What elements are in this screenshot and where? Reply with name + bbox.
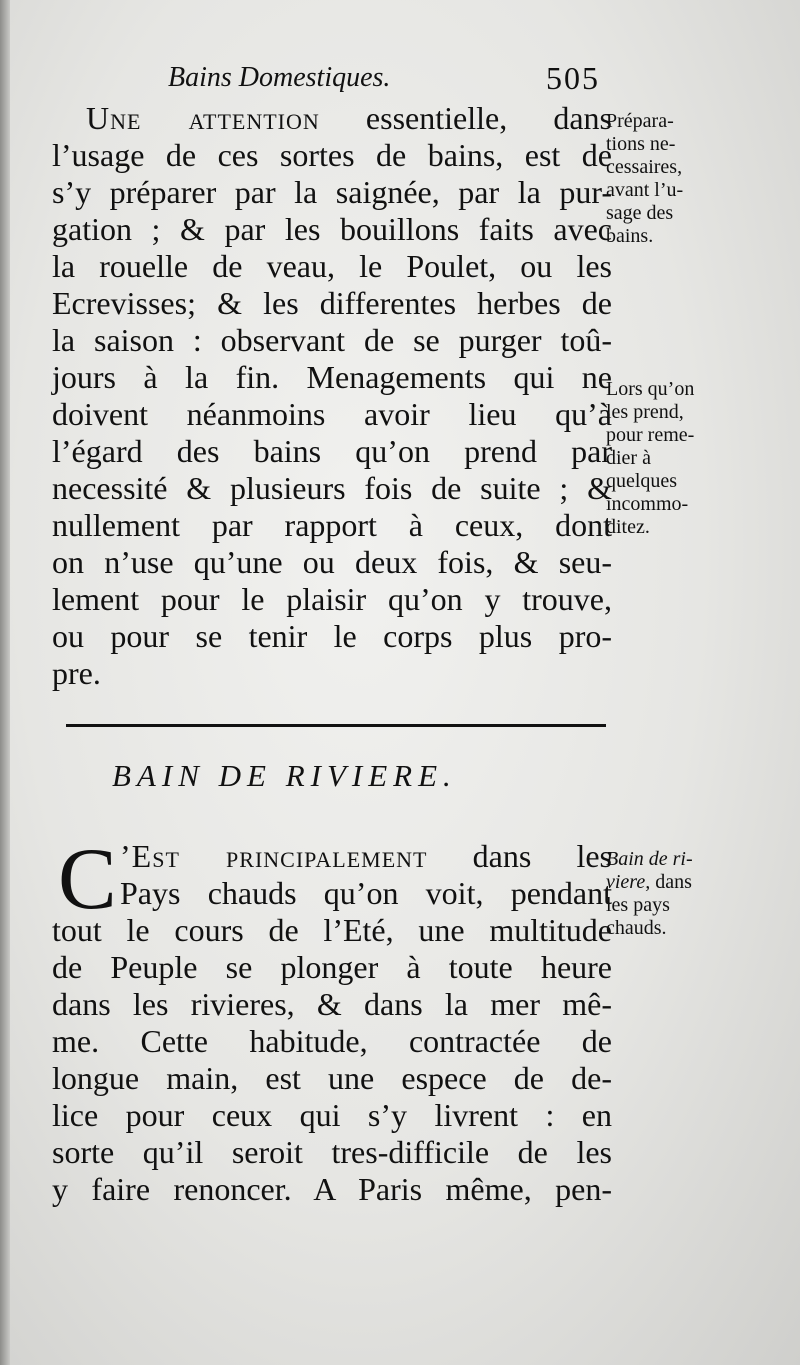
text-line: l’usage de ces sortes de bains, est de: [52, 137, 612, 173]
margin-line: sage des: [606, 202, 674, 224]
text-line: lement pour le plaisir qu’on y trouve,: [52, 581, 612, 617]
text-line: s’y préparer par la saignée, par la pur-: [52, 174, 612, 210]
text-line: sorte qu’il seroit tres-difficile de les: [52, 1134, 612, 1170]
margin-line: quelques: [606, 470, 678, 492]
margin-line: chauds.: [606, 917, 667, 939]
text-line: tout le cours de l’Eté, une multitude: [52, 912, 612, 948]
text-line: y faire renoncer. A Paris même, pen-: [52, 1171, 612, 1207]
text-line: la rouelle de veau, le Poulet, ou les: [52, 248, 612, 284]
margin-line: [606, 871, 796, 894]
drop-cap: C: [58, 831, 117, 928]
text-line: la saison : observant de se purger toû-: [52, 322, 612, 358]
section-heading: BAIN DE RIVIERE.: [112, 758, 457, 793]
line-text: dans les: [472, 838, 613, 874]
margin-line: les pays: [606, 894, 670, 916]
text-line: necessité & plusieurs fois de suite ; &: [52, 470, 612, 506]
text-line: [52, 838, 612, 875]
text-line: [52, 100, 612, 137]
margin-note-3: [606, 848, 796, 940]
paragraph-1: [52, 100, 612, 692]
margin-line: Bain de ri-: [606, 848, 693, 870]
running-head: [60, 62, 600, 98]
margin-note-2: [606, 378, 796, 539]
margin-line: avant l’u-: [606, 179, 684, 201]
margin-line: bains.: [606, 225, 654, 247]
section-rule: [66, 724, 606, 727]
margin-line: Lors qu’on: [606, 378, 695, 400]
margin-line: cessaires,: [606, 156, 683, 178]
margin-line: Prépara-: [606, 110, 674, 132]
lead-words: ’Est principalement: [120, 838, 428, 874]
margin-word: dans: [655, 871, 692, 893]
running-head-title: Bains Domestiques.: [168, 62, 391, 93]
page-edge: [0, 0, 10, 1365]
page-number: 505: [546, 60, 600, 96]
text-line: de Peuple se plonger à toute heure: [52, 949, 612, 985]
text-line: dans les rivieres, & dans la mer mê-: [52, 986, 612, 1022]
text-line: on n’use qu’une ou deux fois, & seu-: [52, 544, 612, 580]
margin-line: dier à: [606, 447, 651, 469]
margin-italic-word: viere,: [606, 871, 651, 893]
text-line: lice pour ceux qui s’y livrent : en: [52, 1097, 612, 1133]
text-line: Ecrevisses; & les differentes herbes de: [52, 285, 612, 321]
line-text: essentielle, dans: [365, 100, 612, 136]
text-line: me. Cette habitude, contractée de: [52, 1023, 612, 1059]
text-line: doivent néanmoins avoir lieu qu’à: [52, 396, 612, 432]
lead-words: Une attention: [86, 100, 320, 136]
margin-line: ditez.: [606, 516, 650, 538]
margin-line: tions ne-: [606, 133, 676, 155]
margin-line: incommo-: [606, 493, 689, 515]
text-line: l’égard des bains qu’on prend par: [52, 433, 612, 469]
text-line: pre.: [52, 655, 101, 691]
margin-line: pour reme-: [606, 424, 695, 446]
text-line: jours à la fin. Menagements qui ne: [52, 359, 612, 395]
text-line: gation ; & par les bouillons faits avec: [52, 211, 612, 247]
text-line: ou pour se tenir le corps plus pro-: [52, 618, 612, 654]
margin-note-1: [606, 110, 796, 248]
margin-line: les prend,: [606, 401, 684, 423]
text-line: Pays chauds qu’on voit, pendant: [120, 875, 612, 911]
text-line: longue main, est une espece de de-: [52, 1060, 612, 1096]
text-line: nullement par rapport à ceux, dont: [52, 507, 612, 543]
paragraph-2: [52, 831, 613, 1208]
